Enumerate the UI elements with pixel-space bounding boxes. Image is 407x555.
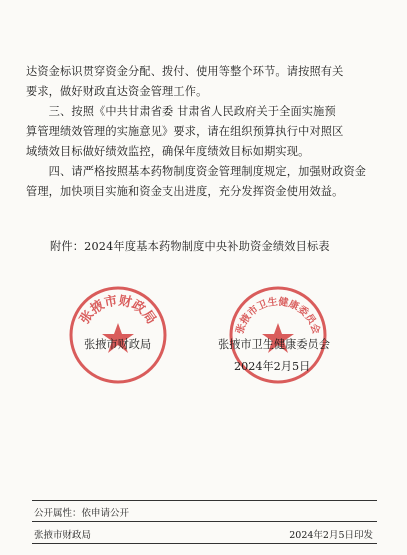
footer-mid-rule <box>32 521 377 522</box>
issuer-name: 张掖市财政局 <box>34 530 92 541</box>
finance-bureau-seal <box>66 283 170 387</box>
body-line: 域绩效目标做好绩效监控，确保年度绩效目标如期实现。 <box>26 145 310 158</box>
document-body <box>26 62 386 202</box>
body-line: 四、请严格按照基本药物制度资金管理制度规定，加强财政资金 <box>26 165 367 178</box>
body-line: 管理，加快项目实施和资金支出进度，充分发挥资金使用效益。 <box>26 185 344 198</box>
seal-text-right: 张掖市卫生健康委员会 <box>234 296 322 336</box>
footer-bottom-rule <box>32 543 377 544</box>
body-line: 三、按照《中共甘肃省委 甘肃省人民政府关于全面实施预 <box>26 105 336 118</box>
disclosure-attribute: 公开属性：依申请公开 <box>34 508 130 519</box>
body-line: 达资金标识贯穿资金分配、拨付、使用等整个环节。请按照有关 <box>26 65 344 78</box>
body-line: 要求，做好财政直达资金管理工作。 <box>26 85 208 98</box>
print-date: 2024年2月5日印发 <box>289 530 373 541</box>
left-signature-org: 张掖市财政局 <box>84 338 152 351</box>
right-signature-org: 张掖市卫生健康委员会 <box>218 338 330 351</box>
footer-issuer-row <box>34 527 373 541</box>
footer-top-rule <box>32 500 377 501</box>
footer-disclosure-row <box>34 505 373 519</box>
body-line: 算管理绩效管理的实施意见》要求，请在组织预算执行中对照区 <box>26 125 344 138</box>
attachment-line: 附件：2024年度基本药物制度中央补助资金绩效目标表 <box>50 240 330 253</box>
signature-date: 2024年2月5日 <box>234 360 311 373</box>
seal-text-left: 张掖市财政局 <box>77 293 159 328</box>
